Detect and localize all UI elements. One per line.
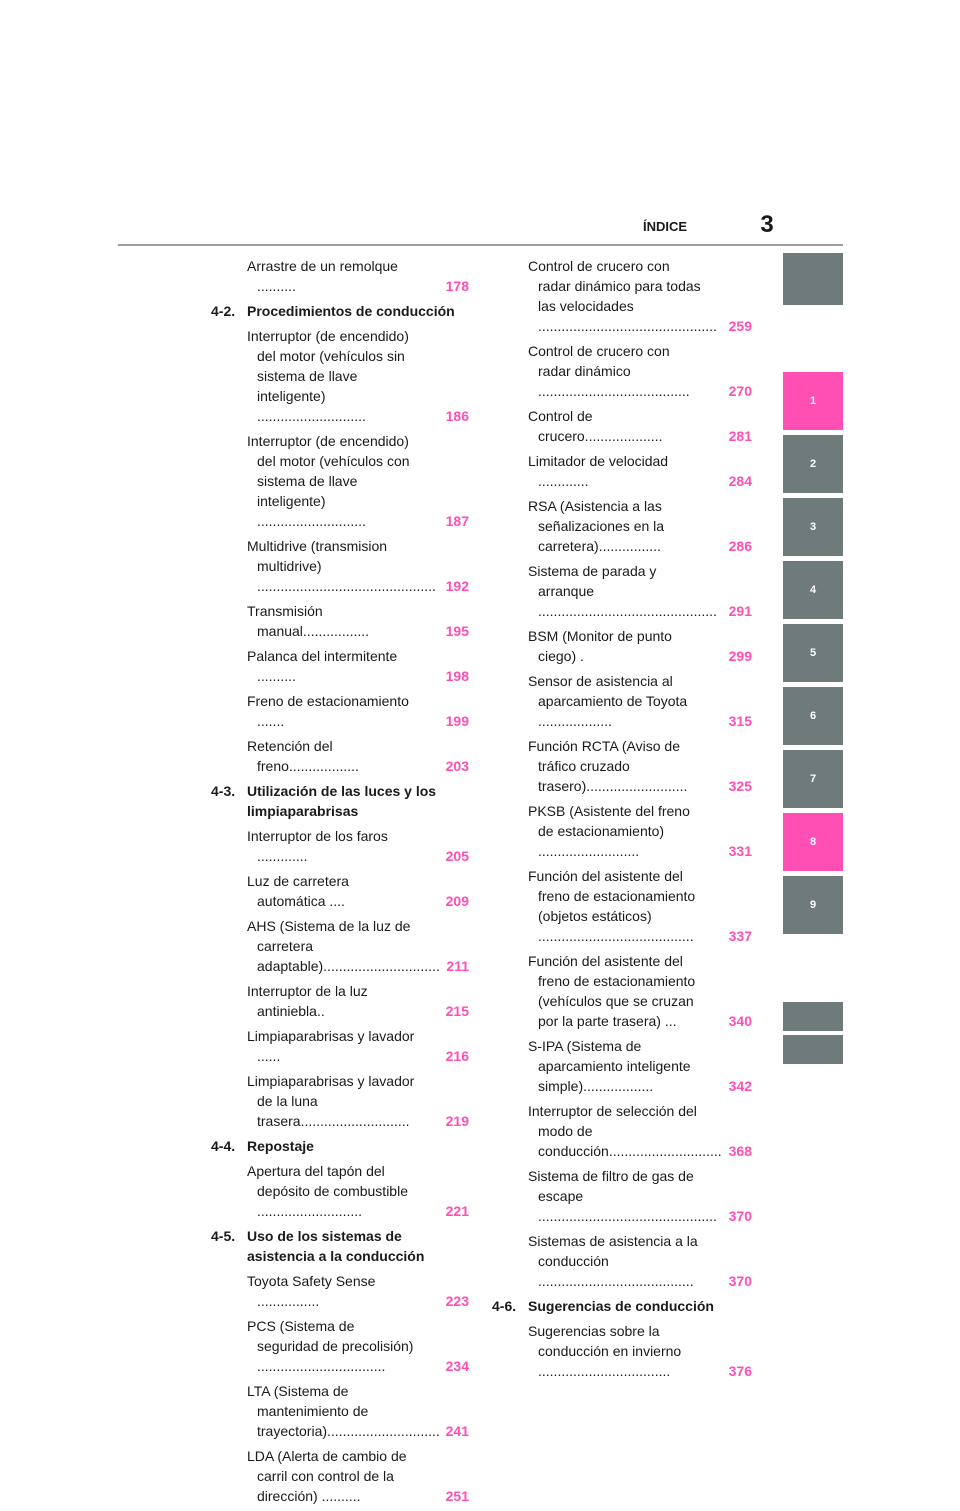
toc-column-left: [211, 256, 469, 1511]
toc-entry-title: Limpiaparabrisas y lavador ......: [247, 1028, 415, 1064]
toc-entry-page-link[interactable]: 192: [445, 578, 469, 594]
toc-entry-title: Retención del freno..................: [247, 738, 359, 774]
toc-entry[interactable]: [211, 1026, 469, 1066]
toc-entry-title: Control de crucero....................: [528, 408, 663, 444]
toc-entry-title: Función del asistente del freno de estacionamiento (vehículos que se cruzan por la parte trasera) ...: [528, 953, 696, 1029]
toc-entry[interactable]: [211, 1271, 469, 1311]
toc-section-heading: [492, 1296, 752, 1316]
toc-entry[interactable]: [492, 256, 752, 336]
toc-entry-title: Apertura del tapón del depósito de combustible ...........................: [247, 1163, 408, 1219]
toc-entry[interactable]: [211, 916, 469, 976]
toc-entry-title: Función del asistente del freno de estacionamiento (objetos estáticos) ........................................: [528, 868, 696, 944]
toc-entry-title: Sistemas de asistencia a la conducción ........................................: [528, 1233, 698, 1289]
page-header-title: ÍNDICE: [642, 219, 688, 234]
section-title: Utilización de las luces y los limpiaparabrisas: [247, 783, 437, 819]
toc-entry-page-link[interactable]: 342: [728, 1078, 752, 1094]
toc-entry-page-link[interactable]: 199: [445, 713, 469, 729]
section-title: Sugerencias de conducción: [528, 1298, 714, 1314]
toc-entry[interactable]: [492, 1036, 752, 1096]
toc-entry-title: Limitador de velocidad .............: [528, 453, 669, 489]
toc-entry[interactable]: [492, 451, 752, 491]
toc-entry[interactable]: [492, 561, 752, 621]
chapter-tab-4[interactable]: 4: [783, 561, 843, 619]
chapter-tab-5[interactable]: 5: [783, 624, 843, 682]
toc-entry[interactable]: [211, 736, 469, 776]
toc-entry-page-link[interactable]: 286: [728, 538, 752, 554]
toc-entry-title: Interruptor (de encendido) del motor (vehículos con sistema de llave inteligente) ............................: [247, 433, 410, 529]
toc-entry-title: LDA (Alerta de cambio de carril con control de la dirección) ..........: [247, 1448, 407, 1504]
section-title: Procedimientos de conducción: [247, 303, 455, 319]
chapter-tab-blank[interactable]: [783, 1035, 843, 1064]
toc-entry-page-link[interactable]: 198: [445, 668, 469, 684]
section-number: 4-6.: [492, 1298, 517, 1314]
toc-entry-page-link[interactable]: 299: [728, 648, 752, 664]
chapter-tab-blank[interactable]: [783, 253, 843, 305]
toc-entry[interactable]: [211, 431, 469, 531]
toc-entry-page-link[interactable]: 209: [445, 893, 469, 909]
section-number: 4-5.: [211, 1228, 236, 1244]
toc-entry[interactable]: [492, 1166, 752, 1226]
toc-entry[interactable]: [211, 1161, 469, 1221]
toc-entry-page-link[interactable]: 337: [728, 928, 752, 944]
toc-entry-title: Multidrive (transmision multidrive) ..............................................: [247, 538, 436, 594]
toc-entry[interactable]: [492, 1321, 752, 1381]
toc-entry-page-link[interactable]: 340: [728, 1013, 752, 1029]
toc-entry[interactable]: [492, 951, 752, 1031]
toc-entry[interactable]: [211, 981, 469, 1021]
toc-entry[interactable]: [211, 256, 469, 296]
toc-entry-title: Control de crucero con radar dinámico .......................................: [528, 343, 690, 399]
toc-entry[interactable]: [211, 1316, 469, 1376]
chapter-tab-6[interactable]: 6: [783, 687, 843, 745]
toc-entry-title: Sugerencias sobre la conducción en invierno ..................................: [528, 1323, 682, 1379]
toc-section-heading: [211, 301, 469, 321]
toc-entry-page-link[interactable]: 195: [445, 623, 469, 639]
chapter-tab-2[interactable]: 2: [783, 435, 843, 493]
header-divider: [118, 244, 843, 246]
section-number: 4-2.: [211, 303, 236, 319]
toc-entry-title: Palanca del intermitente ..........: [247, 648, 398, 684]
toc-entry-title: Función RCTA (Aviso de tráfico cruzado trasero)..........................: [528, 738, 688, 794]
toc-entry-title: S-IPA (Sistema de aparcamiento inteligente simple)..................: [528, 1038, 691, 1094]
toc-entry[interactable]: [211, 871, 469, 911]
toc-entry-page-link[interactable]: 241: [445, 1423, 469, 1439]
toc-entry-page-link[interactable]: 291: [728, 603, 752, 619]
toc-entry-page-link[interactable]: 186: [445, 408, 469, 424]
toc-entry-page-link[interactable]: 376: [728, 1363, 752, 1379]
toc-entry-title: Interruptor de la luz antiniebla..: [247, 983, 368, 1019]
section-title: Uso de los sistemas de asistencia a la conducción: [247, 1228, 425, 1264]
toc-entry-page-link[interactable]: 315: [728, 713, 752, 729]
toc-entry-page-link[interactable]: 370: [728, 1273, 752, 1289]
toc-entry[interactable]: [492, 406, 752, 446]
section-number: 4-3.: [211, 783, 236, 799]
toc-entry-page-link[interactable]: 325: [728, 778, 752, 794]
chapter-tab-1[interactable]: 1: [783, 372, 843, 430]
section-number: 4-4.: [211, 1138, 236, 1154]
toc-entry[interactable]: [211, 536, 469, 596]
chapter-tab-7[interactable]: 7: [783, 750, 843, 808]
toc-entry-title: BSM (Monitor de punto ciego) .: [528, 628, 672, 664]
toc-entry[interactable]: [492, 801, 752, 861]
toc-entry-page-link[interactable]: 221: [445, 1203, 469, 1219]
toc-entry-title: Luz de carretera automática ....: [247, 873, 349, 909]
toc-entry-page-link[interactable]: 251: [445, 1488, 469, 1504]
toc-entry-title: Limpiaparabrisas y lavador de la luna trasera............................: [247, 1073, 415, 1129]
toc-entry[interactable]: [211, 691, 469, 731]
toc-entry-page-link[interactable]: 203: [445, 758, 469, 774]
toc-entry-title: PKSB (Asistente del freno de estacionamiento) ..........................: [528, 803, 690, 859]
toc-entry[interactable]: [211, 601, 469, 641]
toc-entry-page-link[interactable]: 187: [445, 513, 469, 529]
toc-entry-title: PCS (Sistema de seguridad de precolisión) .................................: [247, 1318, 414, 1374]
toc-entry-page-link[interactable]: 331: [728, 843, 752, 859]
toc-entry-title: Arrastre de un remolque ..........: [247, 258, 398, 294]
toc-entry-title: AHS (Sistema de la luz de carretera adaptable)..............................: [247, 918, 440, 974]
toc-entry[interactable]: [492, 626, 752, 666]
toc-entry[interactable]: [211, 826, 469, 866]
chapter-tab-3[interactable]: 3: [783, 498, 843, 556]
toc-entry-page-link[interactable]: 370: [728, 1208, 752, 1224]
toc-entry[interactable]: [211, 1381, 469, 1441]
toc-entry-page-link[interactable]: 178: [445, 278, 469, 294]
toc-entry[interactable]: [492, 341, 752, 401]
toc-section-heading: [211, 781, 469, 821]
chapter-tab-9[interactable]: 9: [783, 876, 843, 934]
toc-entry-page-link[interactable]: 223: [445, 1293, 469, 1309]
toc-entry-title: Sistema de parada y arranque ..............................................: [528, 563, 717, 619]
toc-entry[interactable]: [492, 671, 752, 731]
toc-entry-title: Control de crucero con radar dinámico para todas las velocidades ..............................................: [528, 258, 717, 334]
toc-section-heading: [211, 1226, 469, 1266]
toc-entry-title: Toyota Safety Sense ................: [247, 1273, 376, 1309]
toc-entry-page-link[interactable]: 270: [728, 383, 752, 399]
toc-entry-title: Interruptor de los faros .............: [247, 828, 388, 864]
toc-entry-title: Interruptor de selección del modo de conducción.............................: [528, 1103, 722, 1159]
toc-entry[interactable]: [492, 1231, 752, 1291]
toc-entry-page-link[interactable]: 259: [728, 318, 752, 334]
toc-entry-page-link[interactable]: 284: [728, 473, 752, 489]
toc-entry-page-link[interactable]: 211: [446, 958, 469, 974]
toc-entry-title: RSA (Asistencia a las señalizaciones en la carretera)................: [528, 498, 665, 554]
section-title: Repostaje: [247, 1138, 314, 1154]
toc-entry-page-link[interactable]: 219: [445, 1113, 469, 1129]
toc-section-heading: [211, 1136, 469, 1156]
toc-entry[interactable]: [492, 866, 752, 946]
toc-entry[interactable]: [492, 496, 752, 556]
toc-entry-page-link[interactable]: 281: [728, 428, 752, 444]
toc-entry[interactable]: [211, 1071, 469, 1131]
toc-entry-page-link[interactable]: 215: [445, 1003, 469, 1019]
toc-entry[interactable]: [211, 326, 469, 426]
toc-entry-title: LTA (Sistema de mantenimiento de trayectoria).............................: [247, 1383, 440, 1439]
toc-entry-page-link[interactable]: 205: [445, 848, 469, 864]
toc-entry-page-link[interactable]: 368: [728, 1143, 752, 1159]
chapter-tab-8[interactable]: 8: [783, 813, 843, 871]
toc-entry[interactable]: [211, 1446, 469, 1506]
toc-entry-title: Sensor de asistencia al aparcamiento de Toyota ...................: [528, 673, 688, 729]
toc-column-right: [492, 256, 752, 1386]
toc-entry-title: Freno de estacionamiento .......: [247, 693, 409, 729]
toc-entry-page-link[interactable]: 216: [445, 1048, 469, 1064]
toc-entry-page-link[interactable]: 234: [445, 1358, 469, 1374]
page-number: 3: [760, 211, 774, 238]
toc-entry-title: Interruptor (de encendido) del motor (vehículos sin sistema de llave inteligente) ............................: [247, 328, 409, 424]
toc-entry[interactable]: [211, 646, 469, 686]
toc-entry[interactable]: [492, 736, 752, 796]
chapter-tab-blank[interactable]: [783, 1002, 843, 1031]
toc-entry-title: Transmisión manual.................: [247, 603, 370, 639]
toc-entry[interactable]: [492, 1101, 752, 1161]
toc-entry-title: Sistema de filtro de gas de escape ..............................................: [528, 1168, 717, 1224]
